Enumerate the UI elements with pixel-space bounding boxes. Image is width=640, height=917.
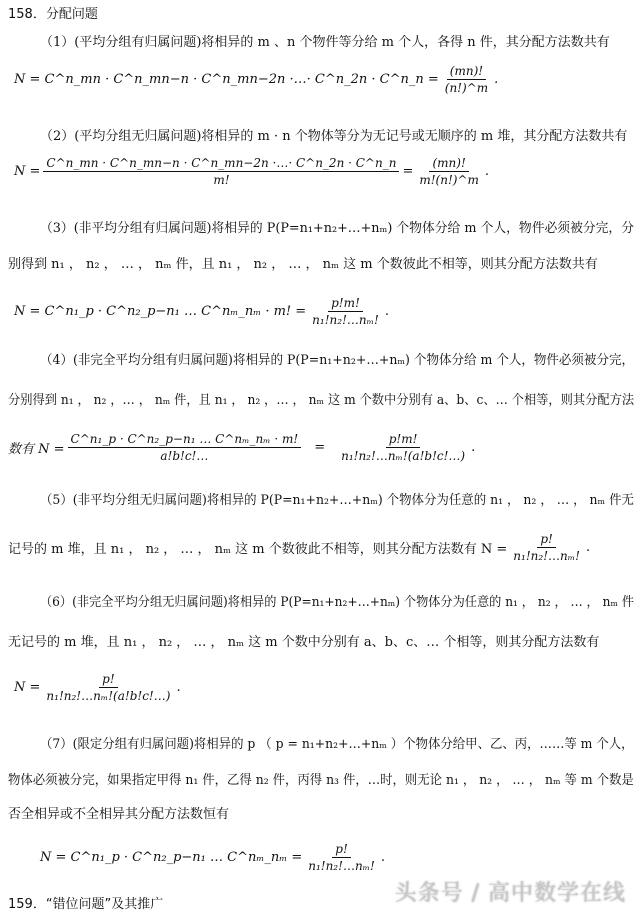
p2-formula-equals: =: [402, 164, 414, 179]
p1-formula-lhs: N = C^n_mn · C^n_mn−n · C^n_mn−2n ·…· C^n_2n · C^n_n =: [14, 72, 439, 87]
p1-fraction-numerator: (mn)!: [447, 64, 486, 80]
p4-fraction-2-denominator: n₁!n₂!…nₘ!(a!b!c!…): [341, 449, 466, 463]
p6-fraction-numerator: p!: [99, 672, 118, 688]
p2-fraction-2-numerator: (mn)!: [429, 156, 468, 172]
p1-fraction: [442, 64, 491, 95]
p7-line2: 物体必须被分完，如果指定甲得 n₁ 件，乙得 n₂ 件，丙得 n₃ 件，…时，则无论 n₁ ， n₂ ， … ， nₘ 等 m 个数是: [8, 773, 634, 788]
p5-fraction-numerator: p!: [537, 532, 556, 548]
p1-formula: [14, 64, 498, 95]
p6-line2: 无记号的 m 堆，且 n₁ ， n₂ ， … ， nₘ 这 m 个数中分别有 a、b、c、… 个相等，则其分配方法数有: [8, 635, 600, 650]
p1-formula-end: .: [494, 72, 499, 87]
p3-formula: [14, 296, 389, 327]
p6-formula-lhs: N =: [14, 680, 41, 695]
p6-fraction: [43, 672, 173, 703]
p5-fraction-denominator: n₁!n₂!…nₘ!: [513, 549, 580, 563]
p7-fraction: [305, 842, 378, 873]
p5-line2: [8, 532, 590, 563]
p7-formula: [40, 842, 385, 873]
watermark: 头条号 / 高中数学在线: [394, 881, 626, 906]
p4-line1: （4）(非完全平均分组有归属问题)将相异的 P(P=n₁+n₂+…+nₘ) 个物体分给 m 个人，物件必须被分完，: [40, 353, 634, 368]
p5-line1: （5）(非平均分组无归属问题)将相异的 P(P=n₁+n₂+…+nₘ) 个物体分为任意的 n₁ ， n₂ ， … ， nₘ 件无: [40, 493, 634, 508]
p6-fraction-denominator: n₁!n₂!…nₘ!(a!b!c!…): [46, 689, 171, 703]
section-158-title: 158．分配问题: [8, 7, 98, 22]
p4-formula: [8, 432, 475, 463]
p7-fraction-numerator: p!: [332, 842, 351, 858]
p1-line1: （1）(平均分组有归属问题)将相异的 m 、n 个物件等分给 m 个人，各得 n 件，其分配方法数共有: [40, 35, 610, 50]
p4-line2: 分别得到 n₁ ， n₂ ，… ， nₘ 件，且 n₁ ， n₂ ，… ， nₘ 这 m 个数中分别有 a、b、c、… 个相等，则其分配方法: [8, 393, 635, 408]
p7-formula-lhs: N = C^n₁_p · C^n₂_p−n₁ … C^nₘ_nₘ =: [40, 850, 303, 865]
p4-fraction-1-denominator: a!b!c!…: [160, 449, 209, 463]
p5-fraction: [510, 532, 583, 563]
p6-formula-end: .: [176, 680, 181, 695]
p2-line1: （2）(平均分组无归属问题)将相异的 m · n 个物体等分为无记号或无顺序的 m 堆，其分配方法数共有: [40, 129, 628, 144]
p2-formula-end: .: [484, 164, 490, 179]
p3-formula-lhs: N = C^n₁_p · C^n₂_p−n₁ … C^nₘ_nₘ · m! =: [14, 304, 307, 319]
p4-formula-lhs: 数有 N =: [8, 442, 65, 457]
p4-fraction-1-numerator: C^n₁_p · C^n₂_p−n₁ … C^nₘ_nₘ · m!: [68, 432, 302, 448]
p6-line1: （6）(非完全平均分组无归属问题)将相异的 P(P=n₁+n₂+…+nₘ) 个物体分为任意的 n₁ ， n₂ ， … ， nₘ 件: [40, 595, 634, 610]
p2-fraction-1-denominator: m!: [213, 173, 230, 187]
p1-fraction-denominator: (n!)^m: [444, 81, 489, 95]
p4-formula-equals: =: [314, 440, 326, 455]
p7-formula-end: .: [380, 850, 385, 865]
p7-line3: 否全相异或不全相异其分配方法数恒有: [8, 807, 230, 822]
p4-formula-end: .: [471, 440, 476, 455]
p4-fraction-1: [68, 432, 302, 463]
p2-formula: [14, 156, 489, 187]
p3-fraction-numerator: p!m!: [328, 296, 363, 312]
p3-line2: 别得到 n₁ ， n₂ ， … ， nₘ 件，且 n₁ ， n₂ ， … ， nₘ 这 m 个数彼此不相等，则其分配方法数共有: [8, 257, 598, 272]
p2-formula-lhs: N =: [14, 164, 41, 179]
p5-formula-end: .: [585, 540, 591, 555]
p2-fraction-2-denominator: m!(n!)^m: [419, 173, 479, 187]
p3-line1: （3）(非平均分组有归属问题)将相异的 P(P=n₁+n₂+…+nₘ) 个物体分给 m 个人，物件必须被分完，分: [40, 221, 634, 236]
p7-fraction-denominator: n₁!n₂!…nₘ!: [308, 859, 375, 873]
p3-fraction: [309, 296, 382, 327]
p4-fraction-2-numerator: p!m!: [386, 432, 421, 448]
p5-line2-text: 记号的 m 堆，且 n₁ ， n₂ ， … ， nₘ 这 m 个数彼此不相等，则其分配方法数有 N =: [8, 542, 508, 557]
p4-fraction-2: [338, 432, 468, 463]
section-159-title: 159．“错位问题”及其推广: [8, 897, 164, 912]
p2-fraction-2: [416, 156, 482, 187]
p3-formula-end: .: [384, 304, 389, 319]
p2-fraction-1-numerator: C^n_mn · C^n_mn−n · C^n_mn−2n ·…· C^n_2n · C^n_n: [43, 156, 399, 172]
p6-formula: [14, 672, 181, 703]
p2-fraction-1: [43, 156, 399, 187]
p7-line1: （7）(限定分组有归属问题)将相异的 p （ p = n₁+n₂+…+nₘ ）个物体分给甲、乙、丙，……等 m 个人，: [40, 737, 634, 752]
p3-fraction-denominator: n₁!n₂!…nₘ!: [312, 313, 379, 327]
